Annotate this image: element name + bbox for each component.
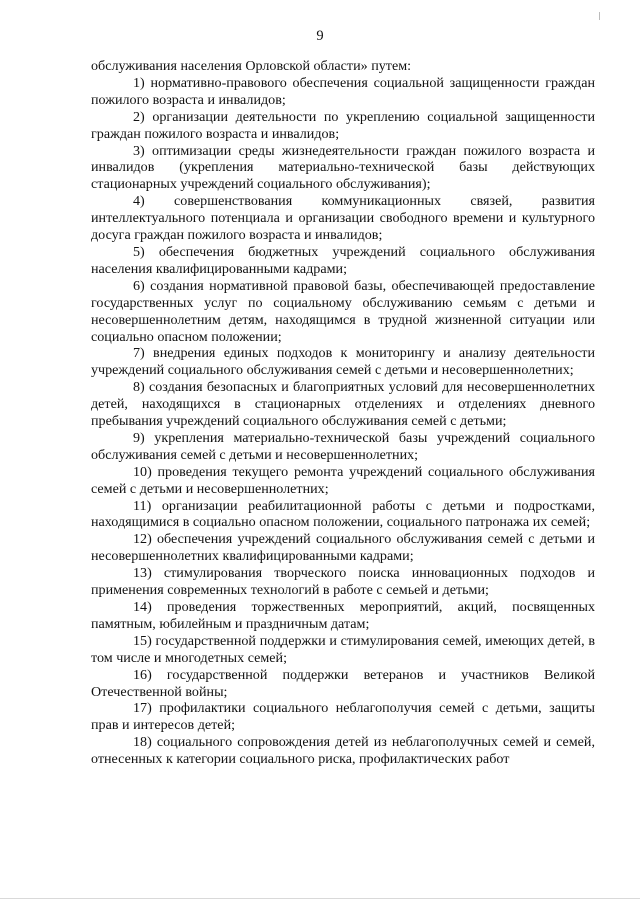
paragraph-intro: обслуживания населения Орловской области» путем: bbox=[91, 58, 412, 74]
list-item-5: 5) обеспечения бюджетных учреждений социального обслуживания населения квалифицированными кадрами; bbox=[91, 243, 595, 277]
page-bottom-edge bbox=[0, 898, 640, 899]
list-item-16: 16) государственной поддержки ветеранов и участников Великой Отечественной войны; bbox=[91, 666, 595, 700]
list-item-6: 6) создания нормативной правовой базы, обеспечивающей предоставление государственных услуг по социальному обслуживанию семьям с детьми и несовершеннолетним детям, находящимся в трудной жизненной ситуации или социально опасном положении; bbox=[91, 277, 595, 345]
list-item-1: 1) нормативно-правового обеспечения социальной защищенности граждан пожилого возраста и инвалидов; bbox=[91, 74, 595, 108]
list-item-15: 15) государственной поддержки и стимулирования семей, имеющих детей, в том числе и многодетных семей; bbox=[91, 632, 595, 666]
scan-mark bbox=[599, 12, 600, 20]
list-item-13: 13) стимулирования творческого поиска инновационных подходов и применения современных технологий в работе с семьей и детьми; bbox=[91, 565, 595, 599]
list-item-11: 11) организации реабилитационной работы с детьми и подростками, находящимися в социально опасном положении, социального патронажа их семей; bbox=[91, 497, 595, 531]
list-item-10: 10) проведения текущего ремонта учреждений социального обслуживания семей с детьми и несовершеннолетних; bbox=[91, 463, 595, 497]
list-item-17: 17) профилактики социального неблагополучия семей с детьми, защиты прав и интересов детей; bbox=[91, 700, 595, 734]
list-item-12: 12) обеспечения учреждений социального обслуживания семей с детьми и несовершеннолетних квалифицированными кадрами; bbox=[91, 531, 595, 565]
list-item-9: 9) укрепления материально-технической базы учреждений социального обслуживания семей с детьми и несовершеннолетних; bbox=[91, 429, 595, 463]
list-item-14: 14) проведения торжественных мероприятий, акций, посвященных памятным, юбилейным и праздничным датам; bbox=[91, 599, 595, 632]
list-item-2: 2) организации деятельности по укреплению социальной защищенности граждан пожилого возраста и инвалидов; bbox=[91, 108, 595, 142]
page-number: 9 bbox=[316, 28, 324, 44]
list-item-7: 7) внедрения единых подходов к мониторингу и анализу деятельности учреждений социального обслуживания семей с детьми и несовершеннолетних; bbox=[91, 345, 595, 379]
list-item-18: 18) социального сопровождения детей из неблагополучных семей и семей, отнесенных к категории социального риска, профилактических работ bbox=[91, 734, 595, 768]
list-item-4: 4) совершенствования коммуникационных связей, развития интеллектуального потенциала и организации свободного времени и культурного досуга граждан пожилого возраста и инвалидов; bbox=[91, 193, 595, 244]
list-item-3: 3) оптимизации среды жизнедеятельности граждан пожилого возраста и инвалидов (укрепления материально-технической базы действующих стационарных учреждений социального обслуживания); bbox=[91, 142, 595, 193]
document-body bbox=[91, 58, 595, 768]
list-item-8: 8) создания безопасных и благоприятных условий для несовершеннолетних детей, находящихся в стационарных отделениях и отделениях дневного пребывания учреждений социального обслуживания семей с детьми; bbox=[91, 379, 595, 430]
